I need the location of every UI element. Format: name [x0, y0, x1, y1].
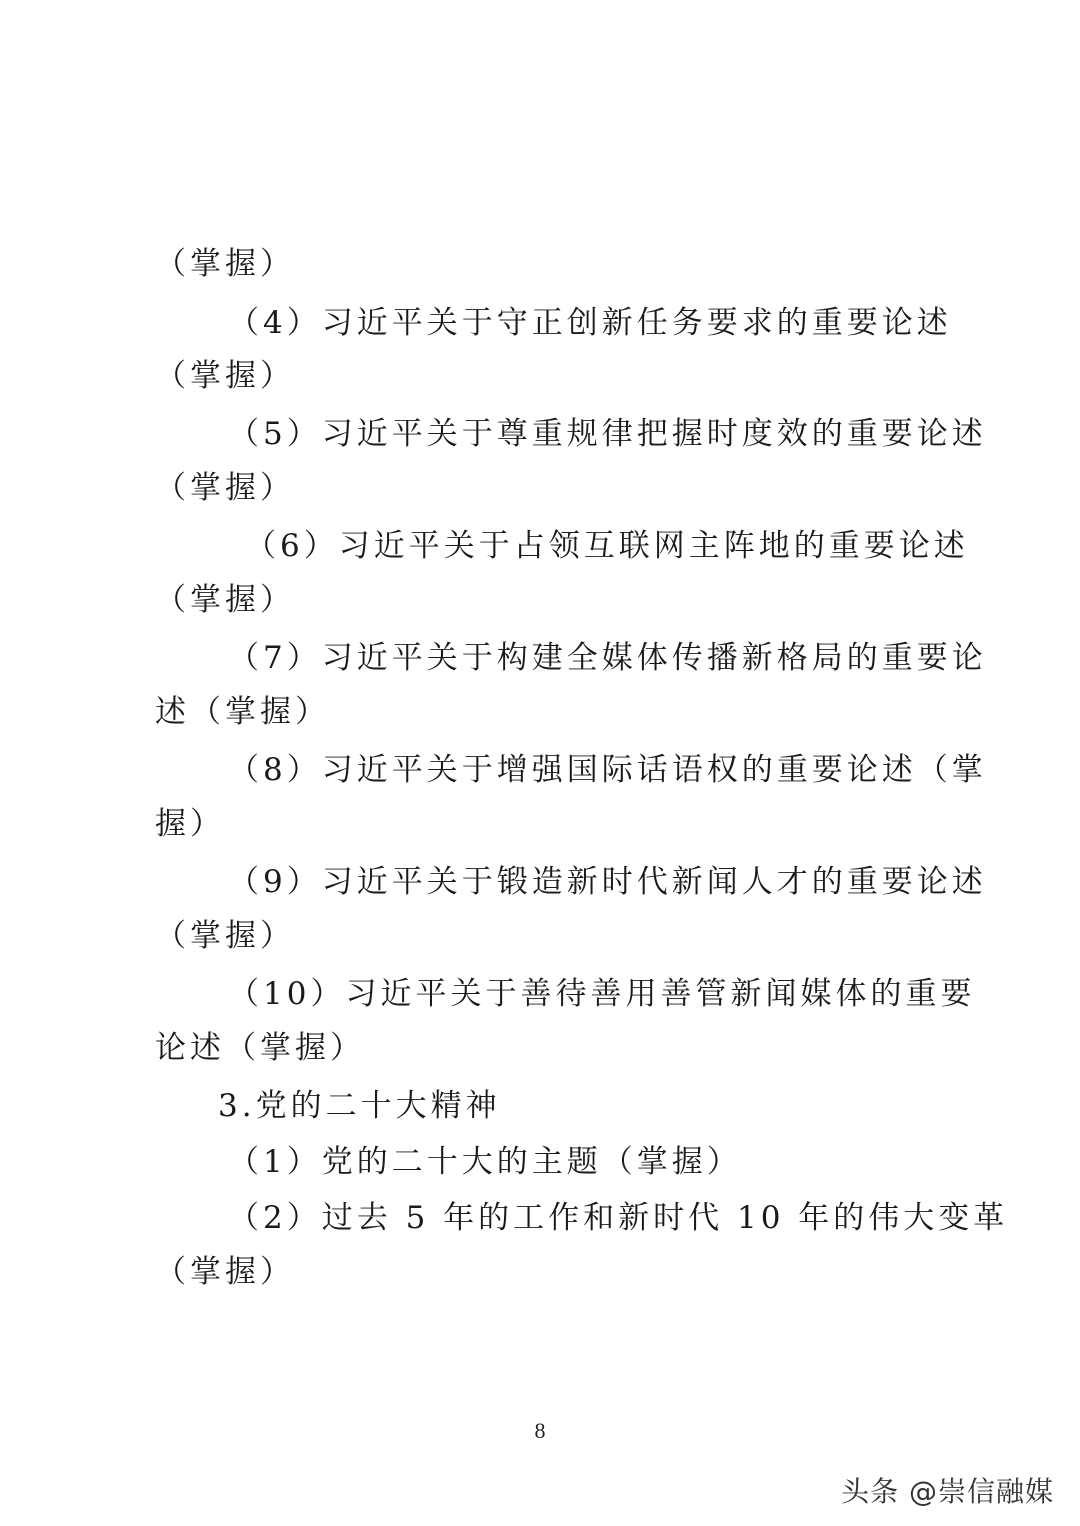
section-heading: 3.党的二十大精神 [218, 1088, 501, 1124]
text-line: 握） [155, 806, 225, 842]
text-line: （4）习近平关于守正创新任务要求的重要论述 [228, 305, 952, 341]
text-line: （掌握） [155, 470, 295, 506]
text-line: （10）习近平关于善待善用善管新闻媒体的重要 [228, 976, 976, 1012]
text-line: 述（掌握） [155, 694, 330, 730]
text-line: （1）党的二十大的主题（掌握） [228, 1144, 742, 1180]
text-line: （掌握） [155, 246, 295, 282]
text-line: （6）习近平关于占领互联网主阵地的重要论述 [245, 528, 969, 564]
text-line: （5）习近平关于尊重规律把握时度效的重要论述 [228, 416, 987, 452]
page-number: 8 [534, 1418, 546, 1443]
text-line: （9）习近平关于锻造新时代新闻人才的重要论述 [228, 864, 987, 900]
text-line: （7）习近平关于构建全媒体传播新格局的重要论 [228, 640, 987, 676]
watermark: 头条 @崇信融媒 [841, 1475, 1054, 1508]
text-line: （掌握） [155, 1254, 295, 1290]
text-line: （掌握） [155, 918, 295, 954]
text-line: （8）习近平关于增强国际话语权的重要论述（掌 [228, 752, 987, 788]
text-line: （2）过去 5 年的工作和新时代 10 年的伟大变革 [228, 1200, 1009, 1236]
text-line: （掌握） [155, 358, 295, 394]
text-line: 论述（掌握） [155, 1030, 365, 1066]
text-line: （掌握） [155, 582, 295, 618]
